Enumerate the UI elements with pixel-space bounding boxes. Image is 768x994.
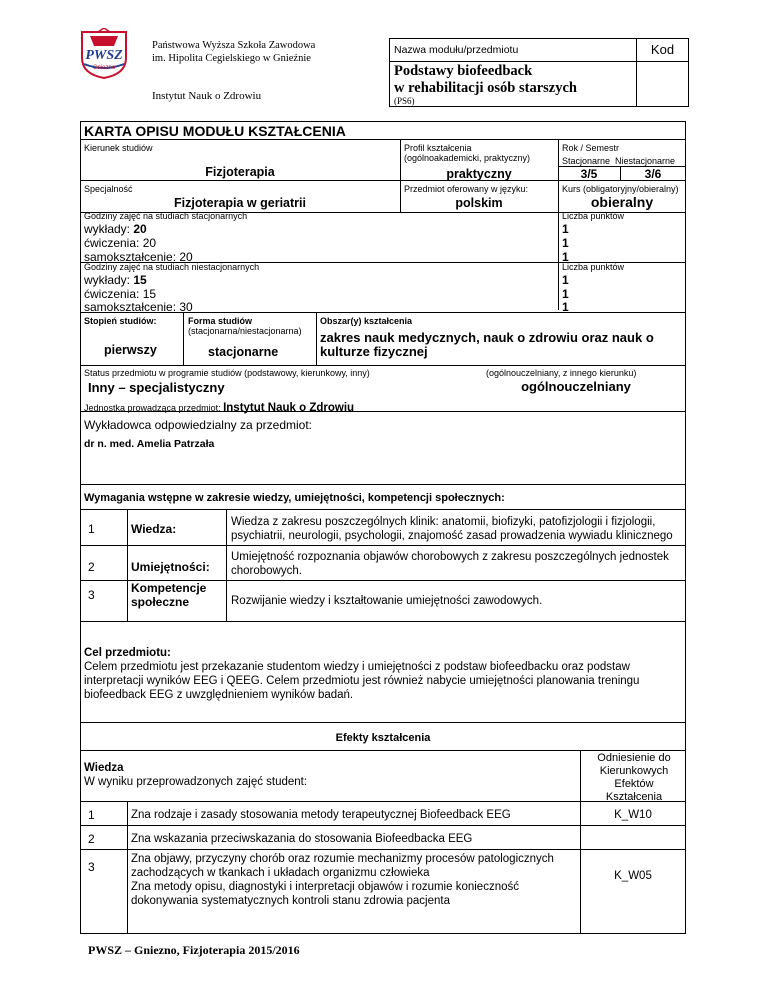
- points-nonstationary-1: 1: [562, 273, 569, 287]
- points-nonstationary-3: 1: [562, 300, 569, 314]
- code-label: Kod: [650, 42, 675, 57]
- effect-ref: K_W10: [614, 809, 652, 821]
- points-stationary-1: 1: [562, 222, 569, 236]
- requirement-text: Umiejętność rozpoznania objawów chorobowych z zakresu poszczególnych jednostek chorobowych.: [231, 551, 669, 577]
- reference-label: Odniesienie do Kierunkowych Efektów Kształcenia: [597, 752, 671, 803]
- requirement-text: Rozwijanie wiedzy i kształtowanie umiejętności zawodowych.: [231, 595, 543, 607]
- year-sublabel: Stacjonarne Niestacjonarne: [562, 156, 676, 166]
- language-value: polskim: [455, 196, 503, 210]
- goal-text: Celem przedmiotu jest przekazanie studentom wiedzy i umiejętności z podstaw biofeedbacku oraz podstaw interpretacji wyników EEG i QEEG. Celem przedmiotu jest również nabycie umiejętności planowania treningu biofeedback EEG z uwzględnieniem wyników badań.: [84, 661, 640, 701]
- degree-label: Stopień studiów:: [84, 316, 157, 326]
- form-label-2: (stacjonarna/niestacjonarna): [188, 326, 302, 336]
- spec-value: Fizjoterapia w geriatrii: [174, 196, 306, 210]
- requirement-text: Wiedza z zakresu poszczególnych klinik: anatomii, biofizyki, patofizjologii i fizjologii, psychiatrii, neurologii, psychologii, znajomość zasad prowadzenia wywiadu klinicznego: [231, 516, 673, 542]
- hours-stationary-lectures: wykłady: 20: [84, 222, 147, 236]
- form-value: stacjonarne: [208, 345, 279, 359]
- lecturer-label: Wykładowca odpowiedzialny za przedmiot:: [84, 418, 312, 432]
- module-title-line2: w rehabilitacji osób starszych: [394, 80, 577, 96]
- requirement-name: Wiedza:: [131, 522, 177, 536]
- card-title: KARTA OPISU MODUŁU KSZTAŁCENIA: [84, 123, 346, 139]
- general-value: ogólnouczelniany: [521, 379, 631, 394]
- unit-value: Instytut Nauk o Zdrowiu: [223, 402, 355, 414]
- effect-num: 1: [88, 808, 95, 822]
- points-stationary-2: 1: [562, 236, 569, 250]
- form-label-1: Forma studiów: [188, 316, 253, 326]
- hours-nonstationary-selfstudy: samokształcenie: 30: [84, 300, 193, 314]
- year-stationary: 3/5: [580, 167, 598, 181]
- hours-stationary-exercises: ćwiczenia: 20: [84, 236, 157, 250]
- module-title-line1: Podstawy biofeedback: [394, 63, 533, 79]
- requirement-name: Umiejętności:: [131, 560, 210, 574]
- hours-nonstationary-exercises: ćwiczenia: 15: [84, 287, 157, 301]
- area-value-1: zakres nauk medycznych, nauk o zdrowiu oraz nauk o: [320, 330, 654, 345]
- institute-name: Instytut Nauk o Zdrowiu: [152, 90, 262, 102]
- field-label: Kierunek studiów: [84, 143, 153, 153]
- effect-text: Zna objawy, przyczyny chorób oraz rozumie mechanizmy procesów patologicznych zachodzących w tkankach i układach organizmu człowieka Zna metody opisu, diagnostyki i interpretacji objawów i rozumie konieczność dokonywania systematycznych kontroli stanu zdrowia pacjenta: [131, 853, 554, 907]
- hours-stationary-selfstudy: samokształcenie: 20: [84, 250, 193, 264]
- effects-title: Efekty kształcenia: [335, 732, 431, 744]
- effect-ref: K_W05: [614, 870, 652, 882]
- points-label-stationary: Liczba punktów: [562, 211, 625, 221]
- requirement-num: 2: [88, 560, 95, 574]
- general-label: (ogólnouczelniany, z innego kierunku): [486, 368, 637, 378]
- logo-subtext: Gniezno: [92, 65, 116, 71]
- profile-label-2: (ogólnoakademicki, praktyczny): [404, 153, 531, 163]
- hours-nonstationary-lectures: wykłady: 15: [84, 273, 147, 287]
- area-value-2: kulturze fizycznej: [320, 344, 428, 359]
- requirement-name: Kompetencje społeczne: [131, 581, 207, 609]
- profile-value: praktyczny: [446, 167, 512, 181]
- degree-value: pierwszy: [104, 343, 157, 357]
- logo-text: PWSZ: [85, 48, 123, 63]
- area-label: Obszar(y) kształcenia: [320, 316, 413, 326]
- unit-label: Jednostka prowadząca przedmiot:: [84, 403, 224, 413]
- requirement-num: 3: [88, 588, 95, 602]
- hours-stationary-label: Godziny zajęć na studiach stacjonarnych: [84, 211, 248, 221]
- school-logo: [76, 28, 132, 80]
- hours-nonstationary-label: Godziny zajęć na studiach niestacjonarnych: [84, 262, 260, 272]
- module-code: (PS6): [394, 96, 415, 106]
- points-stationary-3: 1: [562, 250, 569, 264]
- year-nonstationary: 3/6: [644, 167, 662, 181]
- status-value: Inny – specjalistyczny: [88, 380, 225, 395]
- unit-line: [84, 398, 354, 416]
- requirement-num: 1: [88, 522, 95, 536]
- points-nonstationary-2: 1: [562, 287, 569, 301]
- module-name-label: Nazwa modułu/przedmiotu: [394, 44, 519, 56]
- spec-label: Specjalność: [84, 184, 133, 194]
- lecturer-value: dr n. med. Amelia Patrzała: [84, 438, 215, 450]
- points-label-nonstationary: Liczba punktów: [562, 262, 625, 272]
- effect-num: 3: [88, 860, 95, 874]
- goal-title: Cel przedmiotu:: [84, 647, 171, 659]
- field-value: Fizjoterapia: [205, 165, 275, 179]
- school-name-line1: Państwowa Wyższa Szkoła Zawodowa: [152, 40, 316, 51]
- page-footer: PWSZ – Gniezno, Fizjoterapia 2015/2016: [88, 943, 300, 957]
- course-type-value: obieralny: [590, 194, 654, 210]
- effect-text: Zna rodzaje i zasady stosowania metody terapeutycznej Biofeedback EEG: [131, 809, 511, 821]
- effect-text: Zna wskazania przeciwskazania do stosowania Biofeedbacka EEG: [131, 833, 473, 845]
- school-name-line2: im. Hipolita Cegielskiego w Gnieźnie: [152, 53, 311, 64]
- profile-label-1: Profil kształcenia: [404, 143, 472, 153]
- requirements-title: Wymagania wstępne w zakresie wiedzy, umiejętności, kompetencji społecznych:: [84, 492, 505, 504]
- status-label: Status przedmiotu w programie studiów (podstawowy, kierunkowy, inny): [84, 368, 370, 378]
- year-label: Rok / Semestr: [562, 143, 620, 153]
- knowledge-title: Wiedza: [84, 762, 124, 774]
- knowledge-subtitle: W wyniku przeprowadzonych zajęć student:: [84, 776, 308, 788]
- effect-num: 2: [88, 832, 95, 846]
- language-label: Przedmiot oferowany w języku:: [404, 184, 529, 194]
- course-type-label: Kurs (obligatoryjny/obieralny): [562, 184, 679, 194]
